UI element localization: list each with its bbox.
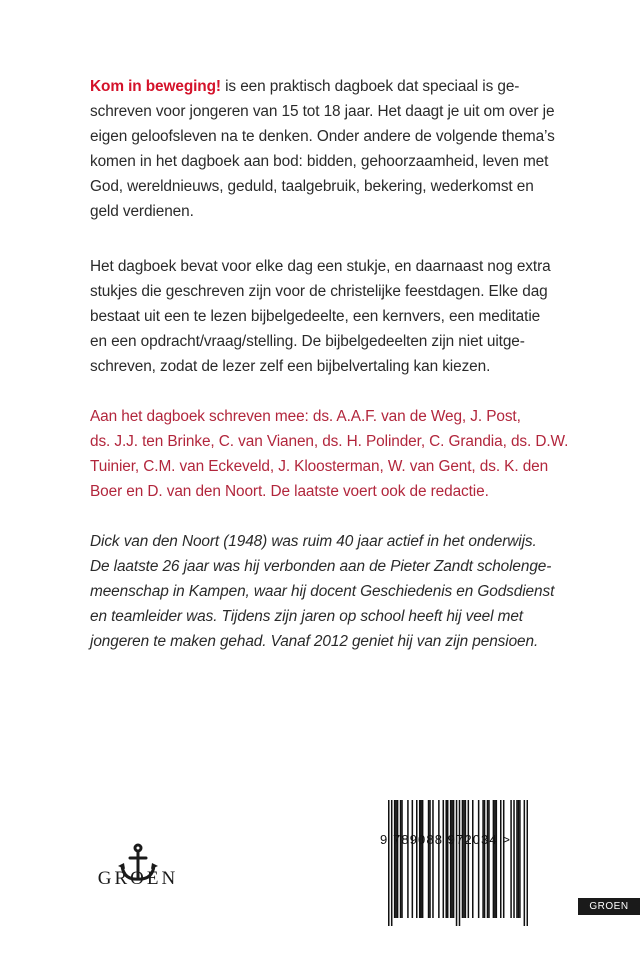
barcode-bar [447, 800, 449, 918]
barcode-bar [391, 800, 393, 926]
intro-paragraph [90, 74, 560, 224]
contributors-line: ds. J.J. ten Brinke, C. van Vianen, ds. H. Polinder, C. Grandia, ds. D.W. [90, 433, 569, 450]
barcode-bar [516, 800, 518, 918]
structure-line: Het dagboek bevat voor elke dag een stukje, en daarnaast nog extra [90, 258, 551, 275]
barcode-bar [443, 800, 445, 918]
barcode-bar [518, 800, 520, 918]
structure-line: en een opdracht/vraag/stelling. De bijbelgedeelten zijn niet uitge- [90, 333, 525, 350]
barcode-bar [400, 800, 402, 918]
structure-paragraph [90, 254, 560, 379]
intro-line: eigen geloofsleven na te denken. Onder andere de volgende thema’s [90, 128, 555, 145]
bio-line: jongeren te maken gehad. Vanaf 2012 geniet hij van zijn pensioen. [90, 633, 539, 650]
structure-line: bestaat uit een te lezen bijbelgedeelte, een kernvers, een meditatie [90, 308, 541, 325]
intro-line [90, 74, 560, 99]
intro-line-rest: is een praktisch dagboek dat speciaal is ge- [220, 78, 520, 95]
barcode-bar [401, 800, 403, 918]
bio-line: Dick van den Noort (1948) was ruim 40 jaar actief in het onderwijs. [90, 533, 537, 550]
barcode-bar [394, 800, 396, 918]
barcode-bar [510, 800, 512, 918]
barcode-bar [503, 800, 505, 918]
barcode-bar [432, 800, 434, 918]
barcode-bar [500, 800, 502, 918]
barcode-bar [468, 800, 470, 918]
bio-line: en teamleider was. Tijdens zijn jaren op school heeft hij veel met [90, 608, 523, 625]
barcode-bar [527, 800, 528, 926]
structure-line: stukjes die geschreven zijn voor de christelijke feestdagen. Elke dag [90, 283, 548, 300]
barcode-bar [519, 800, 521, 918]
barcode-bar [463, 800, 465, 918]
barcode-bar [487, 800, 489, 918]
barcode-bar [484, 800, 486, 918]
barcode-bar [482, 800, 484, 918]
author-bio-paragraph [90, 529, 560, 654]
barcode-bar [451, 800, 453, 918]
barcode-bar [395, 800, 397, 918]
structure-line: schreven, zodat de lezer zelf een bijbelvertaling kan kiezen. [90, 358, 491, 375]
barcode-bar [407, 800, 409, 918]
barcode-bar [416, 800, 418, 918]
contributors-line: Boer en D. van den Noort. De laatste voert ook de redactie. [90, 483, 489, 500]
barcode-digits: 9 789088 972034 > [380, 832, 512, 847]
publisher-tag: GROEN [578, 898, 640, 915]
barcode-bar [496, 800, 498, 918]
barcode-bar [397, 800, 399, 918]
contributors-line: Tuinier, C.M. van Eckeveld, J. Kloosterman, W. van Gent, ds. K. den [90, 458, 549, 475]
barcode-bar [419, 800, 421, 918]
contributors-line: Aan het dagboek schreven mee: ds. A.A.F. van de Weg, J. Post, [90, 408, 521, 425]
barcode-bar [478, 800, 480, 918]
barcode-bar [412, 800, 414, 918]
barcode-bar [465, 800, 467, 918]
barcode-bars [388, 800, 528, 930]
barcode-bar [422, 800, 424, 918]
barcode-bar [445, 800, 447, 918]
barcode [388, 800, 528, 940]
publisher-logo-text: GROEN [97, 868, 179, 889]
intro-line: schreven voor jongeren van 15 tot 18 jaar. Het daagt je uit om over je [90, 103, 555, 120]
intro-line: God, wereldnieuws, geduld, taalgebruik, bekering, wederkomst en [90, 178, 534, 195]
barcode-bar [429, 800, 431, 918]
bio-line: meenschap in Kampen, waar hij docent Geschiedenis en Godsdienst [90, 583, 555, 600]
barcode-bar [420, 800, 422, 918]
bio-line: De laatste 26 jaar was hij verbonden aan de Pieter Zandt scholenge- [90, 558, 552, 575]
book-title: Kom in beweging! [90, 78, 221, 95]
barcode-bar [438, 800, 440, 918]
barcode-bar [488, 800, 490, 918]
barcode-bar [472, 800, 474, 918]
barcode-bar [462, 800, 464, 918]
intro-line: komen in het dagboek aan bod: bidden, gehoorzaamheid, leven met [90, 153, 549, 170]
barcode-bar [494, 800, 496, 918]
barcode-bar [450, 800, 452, 918]
contributors-paragraph [90, 404, 569, 504]
barcode-bar [513, 800, 515, 918]
barcode-bar [388, 800, 390, 926]
barcode-bar [453, 800, 455, 918]
intro-line: geld verdienen. [90, 203, 194, 220]
barcode-bar [428, 800, 430, 918]
barcode-bar [524, 800, 526, 926]
barcode-bar [493, 800, 495, 918]
barcode-bar [459, 800, 461, 926]
barcode-bar [456, 800, 458, 926]
